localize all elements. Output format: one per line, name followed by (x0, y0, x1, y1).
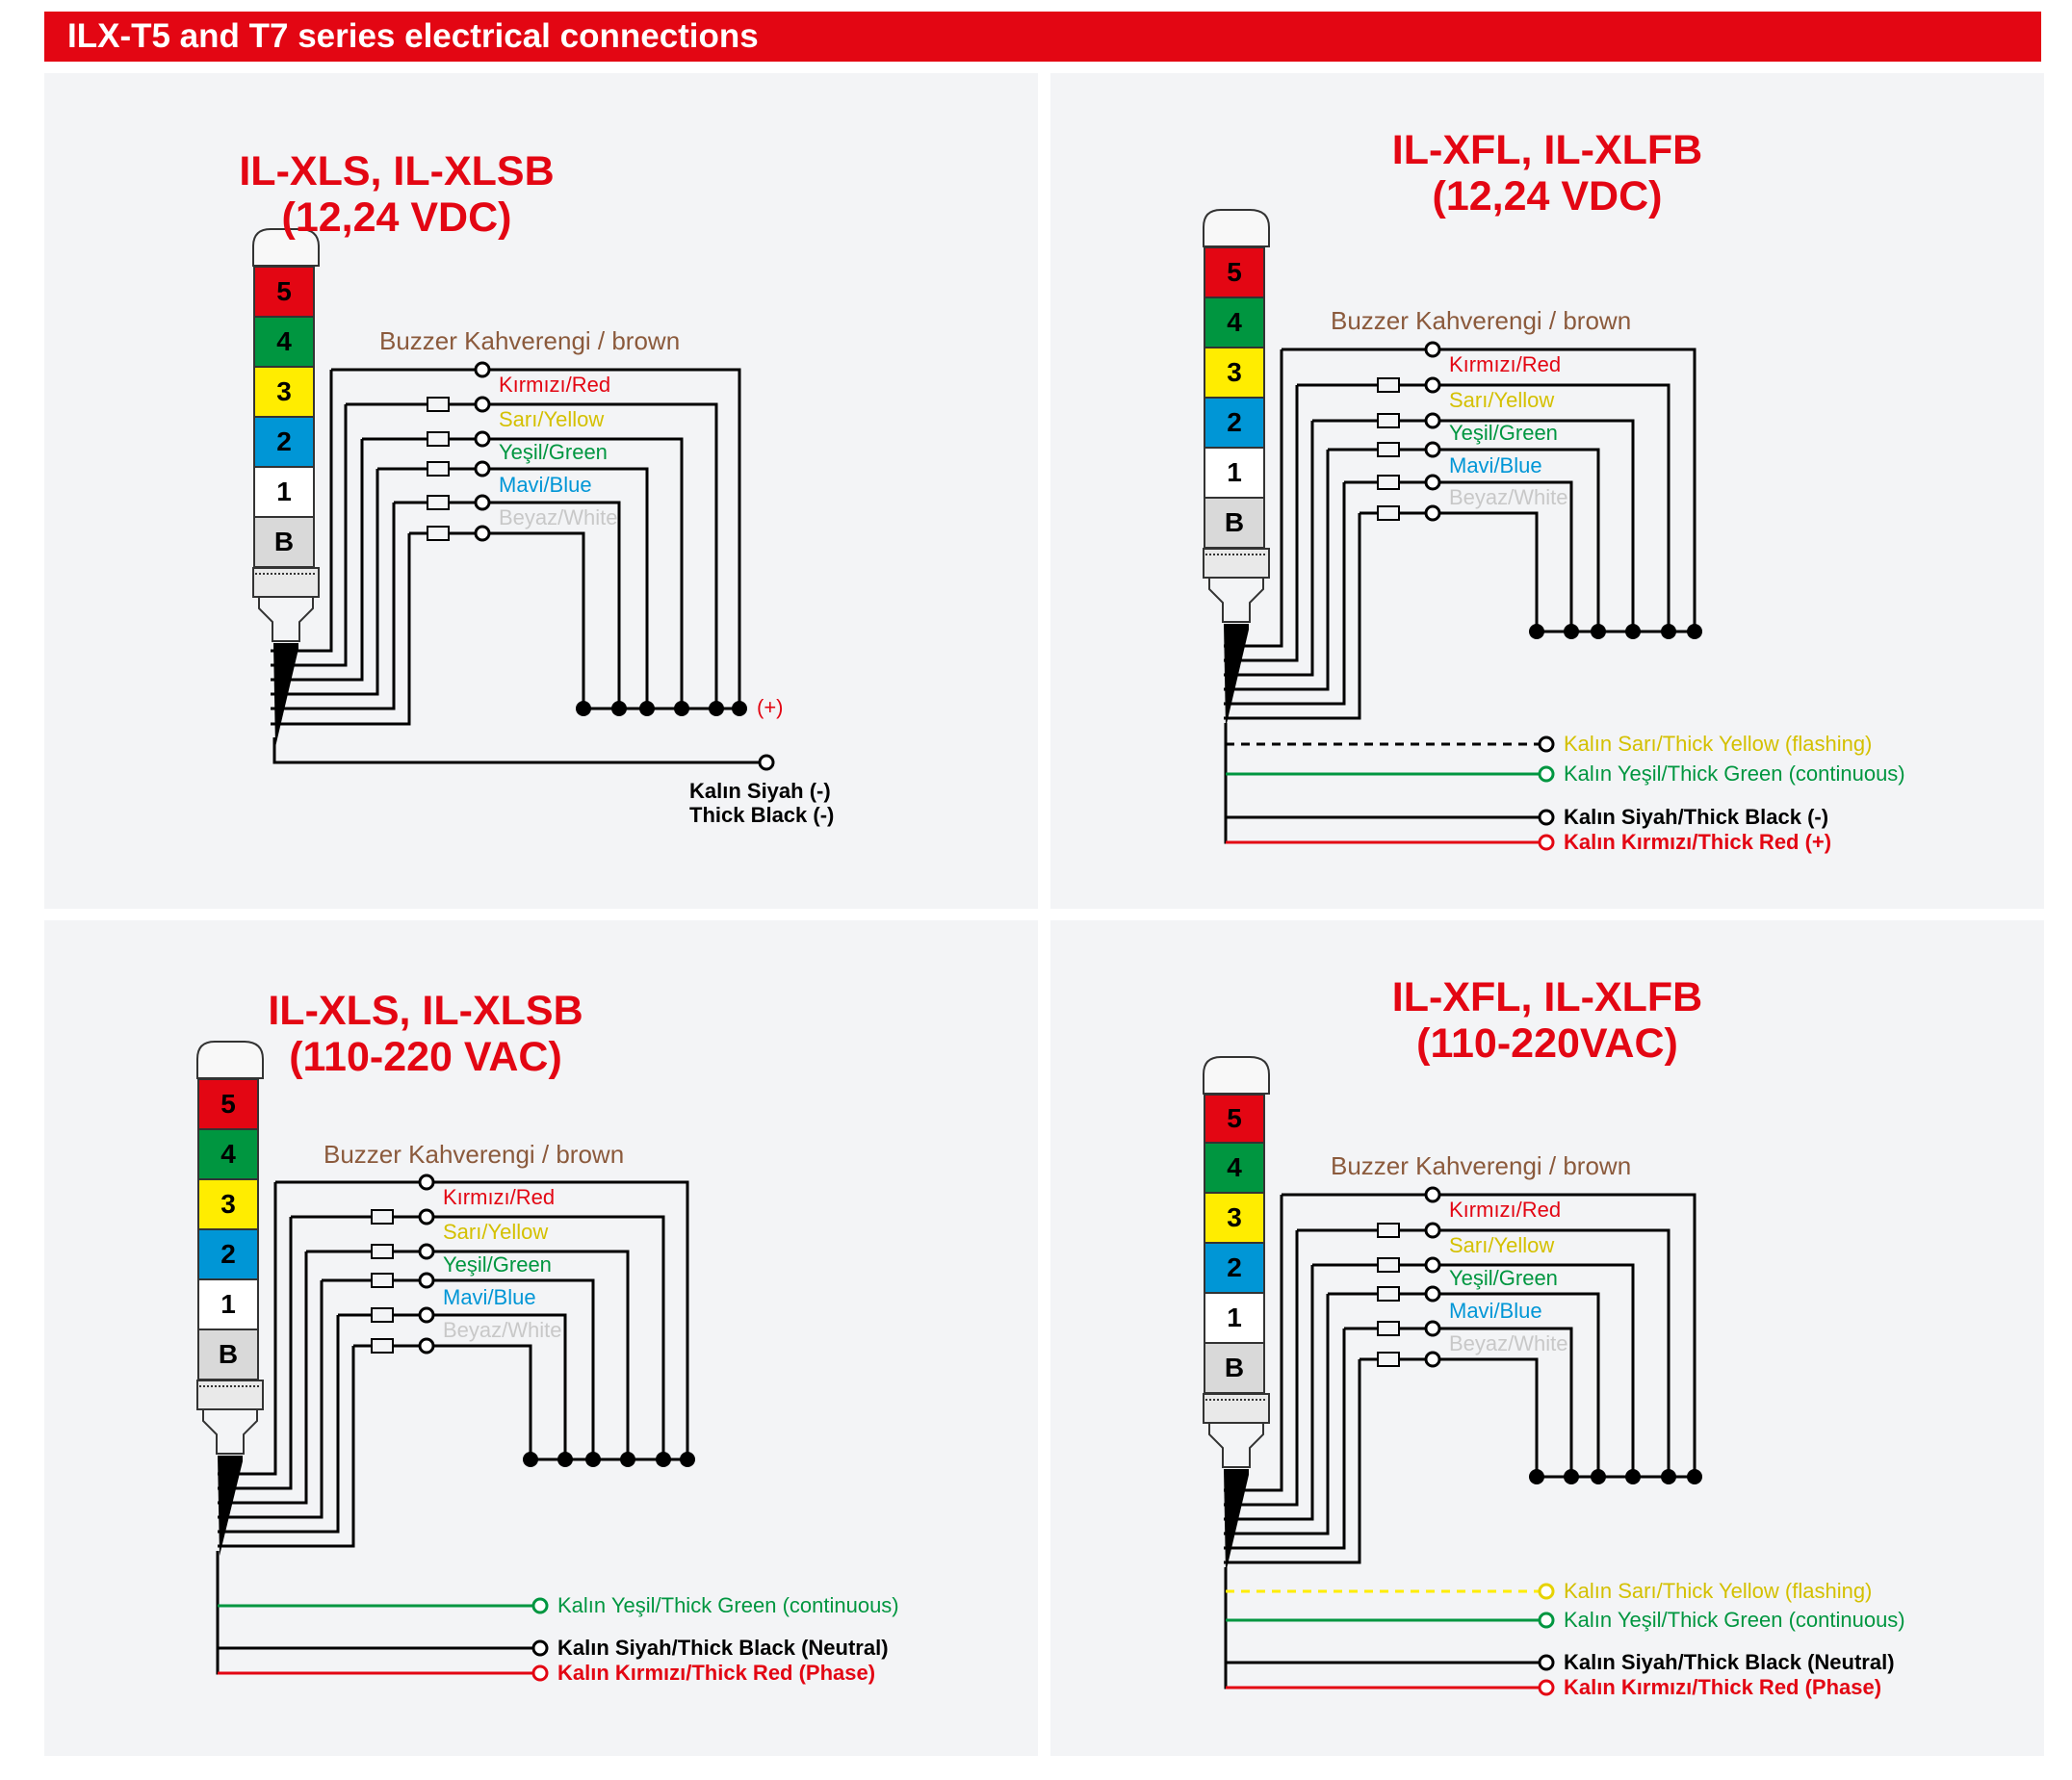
segment-2: 2 (1204, 1242, 1265, 1294)
panel-subtitle: (110-220 VAC) (289, 1034, 562, 1080)
output-red-label: Kalın Kırmızı/Thick Red (+) (1564, 830, 1832, 854)
segment-1: 1 (1204, 1292, 1265, 1344)
green-wire-label: Yeşil/Green (1449, 421, 1558, 445)
panel-title: IL-XFL, IL-XLFB (1391, 127, 1703, 173)
output-black-label-en: Thick Black (-) (689, 803, 835, 827)
segment-4: 4 (1204, 1142, 1265, 1194)
panel-xfl-dc (1050, 73, 2044, 909)
blue-wire-label: Mavi/Blue (1449, 453, 1542, 477)
segment-3: 3 (1204, 347, 1265, 399)
segment-3: 3 (253, 366, 315, 418)
blue-wire-label: Mavi/Blue (443, 1285, 536, 1309)
output-black-label: Kalın Siyah/Thick Black (Neutral) (1564, 1650, 1895, 1674)
segment-1: 1 (197, 1278, 259, 1330)
panel-title: IL-XLS, IL-XLSB (239, 148, 555, 194)
buzzer-label: Buzzer Kahverengi / brown (1331, 1151, 1632, 1180)
blue-wire-label: Mavi/Blue (499, 473, 592, 497)
segment-5: 5 (253, 266, 315, 318)
segment-2: 2 (253, 416, 315, 468)
panel-subtitle: (12,24 VDC) (281, 194, 512, 241)
yellow-wire-label: Sarı/Yellow (1449, 1233, 1555, 1257)
green-wire-label: Yeşil/Green (499, 440, 608, 464)
segment-1: 1 (1204, 447, 1265, 499)
yellow-wire-label: Sarı/Yellow (443, 1220, 549, 1244)
segment-5: 5 (197, 1078, 259, 1130)
segment-3: 3 (1204, 1192, 1265, 1244)
yellow-wire-label: Sarı/Yellow (1449, 388, 1555, 412)
red-wire-label: Kırmızı/Red (443, 1185, 556, 1209)
panel-title: IL-XLS, IL-XLSB (268, 988, 583, 1034)
green-wire-label: Yeşil/Green (443, 1252, 552, 1277)
output-yellow-label: Kalın Sarı/Thick Yellow (flashing) (1564, 732, 1873, 756)
red-wire-label: Kırmızı/Red (1449, 1198, 1562, 1222)
panel-subtitle: (12,24 VDC) (1432, 173, 1663, 219)
segment-4: 4 (253, 316, 315, 368)
white-wire-label: Beyaz/White (499, 505, 618, 529)
output-green-label: Kalın Yeşil/Thick Green (continuous) (1564, 761, 1905, 786)
output-black-label: Kalın Siyah (-) (689, 779, 831, 803)
plus-label: (+) (757, 695, 784, 719)
segment-b: B (253, 516, 315, 568)
panel-title: IL-XFL, IL-XLFB (1391, 974, 1703, 1020)
red-wire-label: Kırmızı/Red (1449, 352, 1562, 376)
segment-b: B (1204, 1342, 1265, 1394)
panel-xls-dc (44, 73, 1038, 909)
segment-5: 5 (1204, 1094, 1265, 1144)
white-wire-label: Beyaz/White (1449, 485, 1568, 509)
panel-subtitle: (110-220VAC) (1416, 1020, 1678, 1067)
buzzer-label: Buzzer Kahverengi / brown (379, 326, 681, 355)
green-wire-label: Yeşil/Green (1449, 1266, 1558, 1290)
output-red-label: Kalın Kırmızı/Thick Red (Phase) (1564, 1675, 1882, 1699)
segment-5: 5 (1204, 246, 1265, 298)
white-wire-label: Beyaz/White (443, 1318, 562, 1342)
panel-xls-ac (44, 920, 1038, 1756)
blue-wire-label: Mavi/Blue (1449, 1299, 1542, 1323)
output-black-label: Kalın Siyah/Thick Black (Neutral) (557, 1636, 889, 1660)
buzzer-label: Buzzer Kahverengi / brown (1331, 306, 1632, 335)
segment-b: B (197, 1329, 259, 1380)
red-wire-label: Kırmızı/Red (499, 373, 611, 397)
panel-xfl-ac (1050, 920, 2044, 1756)
segment-1: 1 (253, 466, 315, 518)
output-green-label: Kalın Yeşil/Thick Green (continuous) (557, 1593, 899, 1617)
output-green-label: Kalın Yeşil/Thick Green (continuous) (1564, 1608, 1905, 1632)
segment-4: 4 (197, 1128, 259, 1180)
buzzer-label: Buzzer Kahverengi / brown (324, 1140, 625, 1169)
segment-2: 2 (1204, 397, 1265, 449)
output-red-label: Kalın Kırmızı/Thick Red (Phase) (557, 1661, 876, 1685)
white-wire-label: Beyaz/White (1449, 1331, 1568, 1355)
output-yellow-label: Kalın Sarı/Thick Yellow (flashing) (1564, 1579, 1873, 1603)
output-black-label: Kalın Siyah/Thick Black (-) (1564, 805, 1829, 829)
page-header (44, 12, 2041, 62)
segment-b: B (1204, 497, 1265, 549)
segment-3: 3 (197, 1178, 259, 1230)
yellow-wire-label: Sarı/Yellow (499, 407, 605, 431)
segment-2: 2 (197, 1228, 259, 1280)
page-title: ILX-T5 and T7 series electrical connections (67, 17, 759, 55)
segment-4: 4 (1204, 297, 1265, 348)
